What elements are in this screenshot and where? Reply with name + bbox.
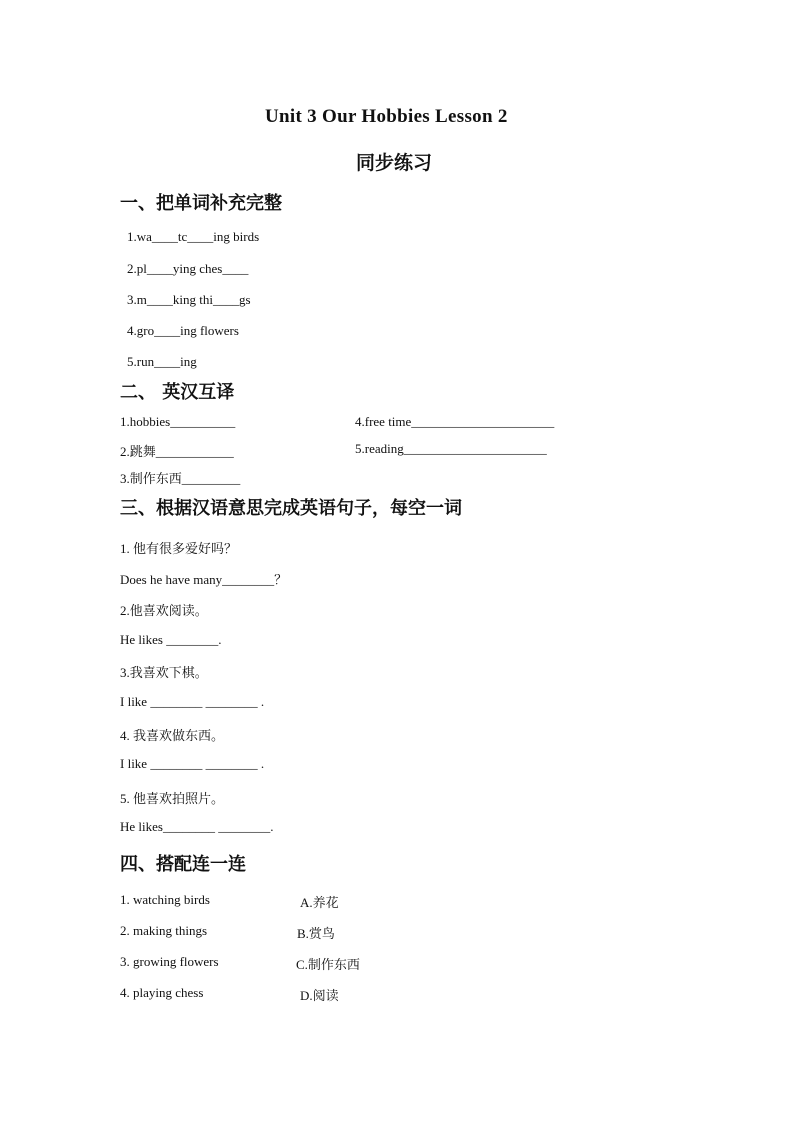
section4-left-item: 1. watching birds [120, 892, 210, 907]
section3-answer-en: He likes ________. [120, 632, 222, 647]
section3-prompt-cn: 5. 他喜欢拍照片。 [120, 791, 225, 806]
section2-item: 1.hobbies__________ [120, 414, 236, 429]
section3-answer-en: Does he have many________？ [120, 572, 288, 587]
worksheet-subtitle: 同步练习 [356, 152, 433, 174]
section4-left-item: 2. making things [120, 923, 208, 938]
section4-heading: 四、搭配连一连 [120, 854, 246, 875]
section3-heading: 三、根据汉语意思完成英语句子，每空一词 [120, 498, 462, 519]
section2-item: 2.跳舞____________ [120, 444, 234, 459]
section2-item: 3.制作东西_________ [120, 471, 241, 486]
section4-right-item: B.赏鸟 [297, 926, 335, 941]
section2-item: 5.reading______________________ [355, 441, 547, 456]
section2-heading: 二、 英汉互译 [120, 382, 235, 403]
section4-left-item: 4. playing chess [120, 985, 204, 1000]
section4-right-item: C.制作东西 [296, 957, 360, 972]
section3-answer-en: I like ________ ________ . [120, 694, 265, 709]
section3-prompt-cn: 1. 他有很多爱好吗？ [120, 541, 238, 556]
section4-left-item: 3. growing flowers [120, 954, 219, 969]
section4-right-item: D.阅读 [300, 988, 339, 1003]
section3-prompt-cn: 3.我喜欢下棋。 [120, 665, 208, 680]
section3-prompt-cn: 4. 我喜欢做东西。 [120, 728, 225, 743]
section1-item: 1.wa____tc____ing birds [127, 229, 260, 244]
section1-heading: 一、把单词补充完整 [120, 193, 282, 214]
section3-answer-en: He likes________ ________. [120, 819, 274, 834]
section1-item: 4.gro____ing flowers [127, 323, 239, 338]
section3-answer-en: I like ________ ________ . [120, 756, 265, 771]
section2-item: 4.free time______________________ [355, 414, 555, 429]
section1-item: 2.pl____ying ches____ [127, 261, 249, 276]
section3-prompt-cn: 2.他喜欢阅读。 [120, 603, 208, 618]
section1-item: 3.m____king thi____gs [127, 292, 251, 307]
worksheet-title: Unit 3 Our Hobbies Lesson 2 [265, 106, 508, 127]
section1-item: 5.run____ing [127, 354, 197, 369]
section4-right-item: A.养花 [300, 895, 339, 910]
